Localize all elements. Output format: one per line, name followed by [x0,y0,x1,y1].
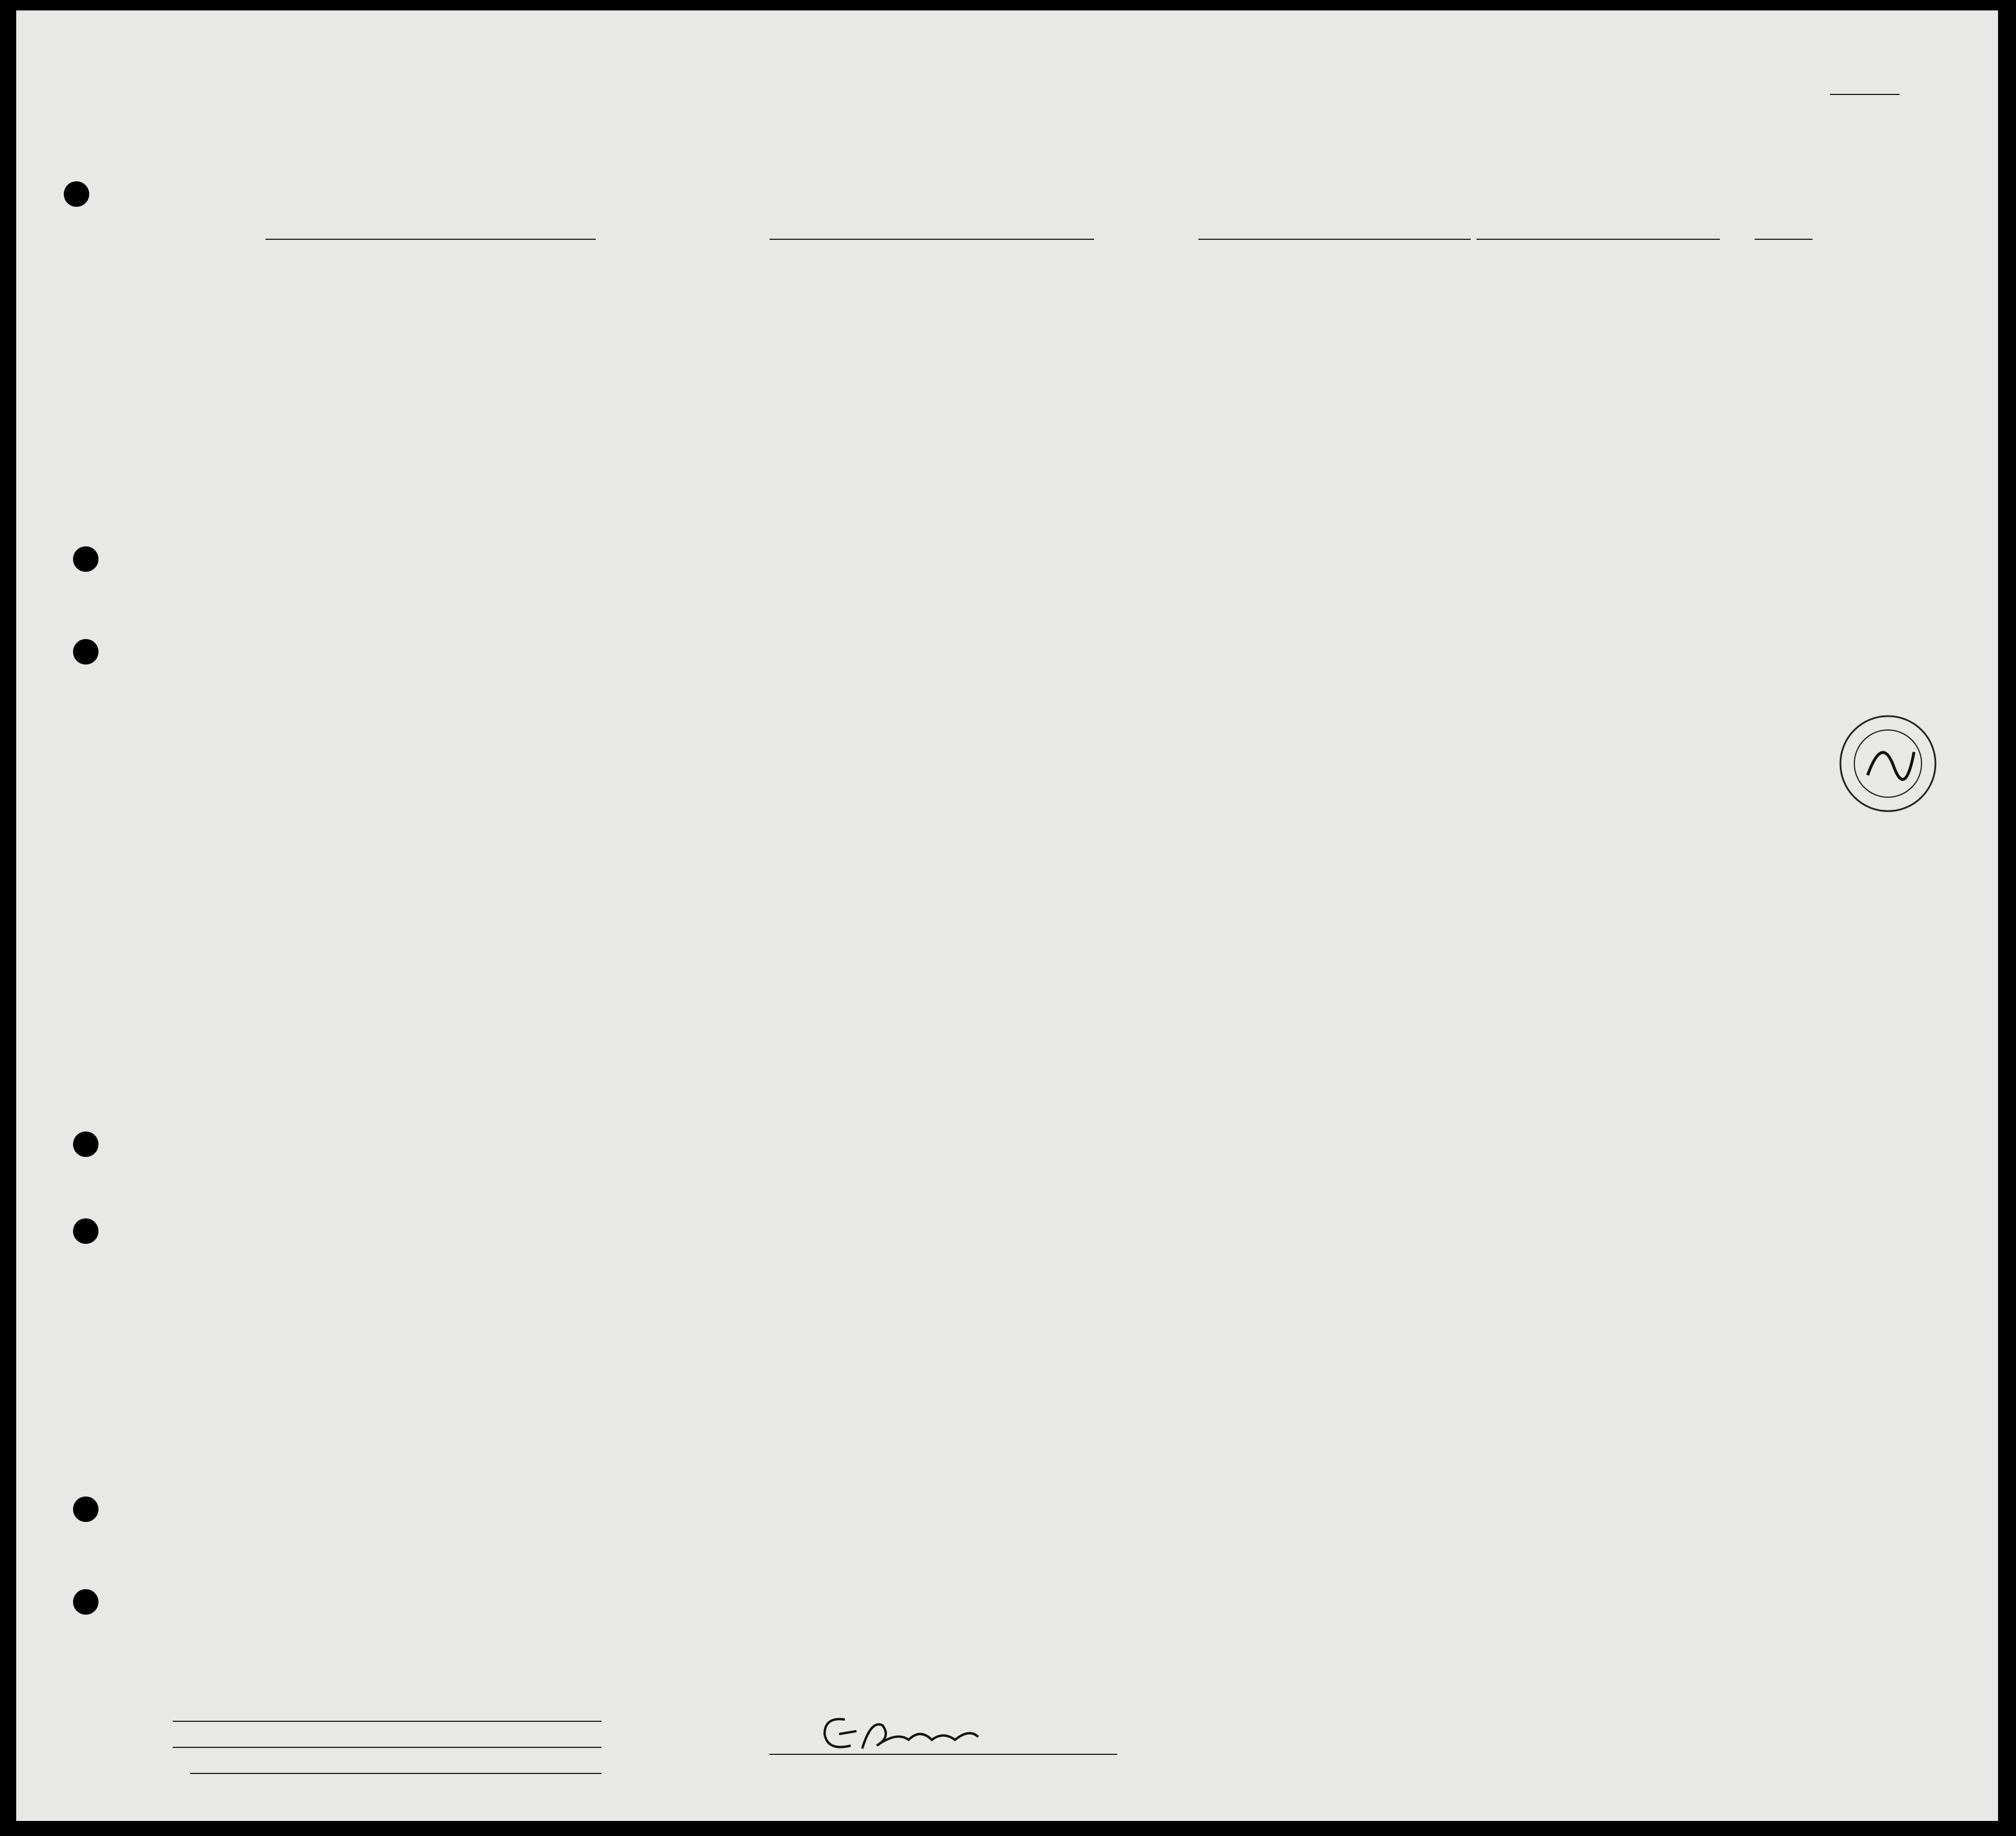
punch-hole [73,1496,99,1522]
owners-underline [173,1746,601,1748]
punch-hole [73,639,99,665]
line-underline [173,1720,601,1722]
punch-hole [73,546,99,572]
punch-hole [64,181,89,207]
punch-hole [73,1131,99,1157]
inspector-signature [770,1708,1117,1766]
agents-underline [190,1772,601,1774]
manifest-sheet [16,10,1998,1821]
punch-hole [73,1589,99,1615]
consulate-seal [1836,711,1940,816]
punch-hole [73,1218,99,1244]
table-grid [16,10,1998,1821]
